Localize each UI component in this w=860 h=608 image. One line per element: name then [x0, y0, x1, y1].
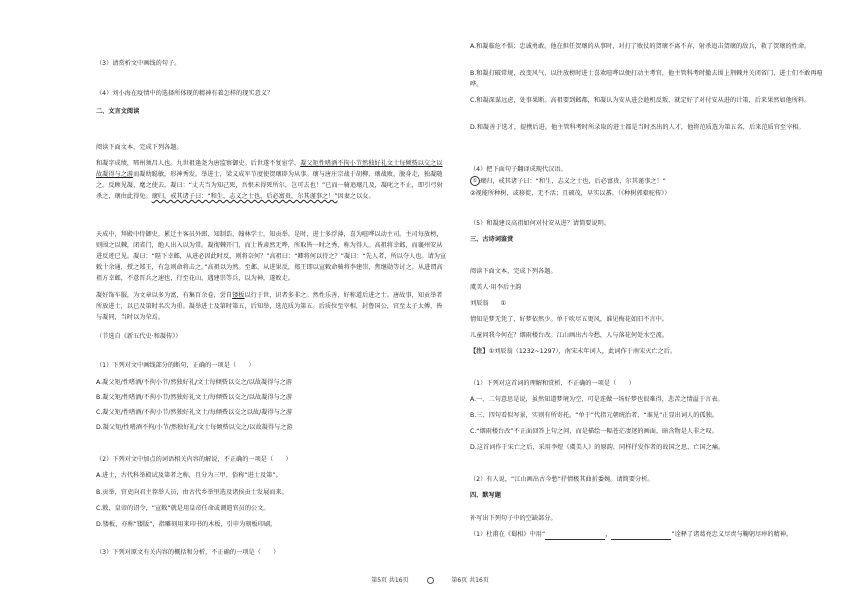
passage-text: 和凝字成绩，郓州须昌人也。九世祖逢尧为唐监察御史。后世遂不复宦学。	[96, 160, 301, 167]
page-number-left: 第5页 共16页	[371, 577, 409, 584]
translate-sentence-1	[470, 176, 830, 187]
option-3d[interactable]: D.和凝善于选才，提携后进。他主管科考时所录取的进士都是当时杰出的人才，他将范质选为第五名，后来范质官至宰相。	[470, 124, 805, 131]
passage-source: （节选自《新五代史·和凝传》）	[96, 333, 182, 340]
translate-sentence-2: ②视能所种树，或移徙，无不活；且硕茂，早实以蕃。（《种树郭橐驼传》）	[470, 190, 671, 197]
fill-text: ，	[605, 531, 612, 538]
section-heading-classical: 二、文言文阅读	[96, 108, 140, 115]
translation-sentence: 瓌归，戒其诸子曰：“和生，志义之士也，后必富贵，尔其谨事之！”	[151, 193, 338, 200]
note-text: ①刘辰翁（1232~1297），南宋末年词人，此词作于南宋灭亡之后。	[488, 348, 677, 355]
question-1: （1）下列对文中画线部分的断句，正确的一项是（ ）	[96, 362, 255, 369]
fill-text: ”诠释了诸葛亮忠义尽责与鞠躬尽瘁的精神。	[671, 531, 793, 538]
option-2b[interactable]: B.贡举，官吏向君主荐举人员，由古代乡举里选及诸侯贡士发展而来。	[96, 489, 288, 496]
passage-paragraph-3	[96, 290, 448, 323]
option-2a[interactable]: A.进士，古代科举殿试及第者之称，且分为三甲，俗称“进士及第”。	[96, 472, 282, 479]
left-page	[96, 0, 448, 608]
author-name: 刘辰翁	[470, 300, 489, 307]
poem-line-2: 儿童问我今何在？烟雨楼台改。江山画出古今愁，人与落花何处水空流。	[470, 332, 668, 339]
option-3b[interactable]: B.和凝打破常规，改变风气，以往放榜时进士喜欢喧哗以便打动主考官，他主管科考时撤去围上荆棘并关闭省门，进士们不敢再喧哗。	[470, 70, 823, 88]
poem-line-1: 情知是梦无凭了，好梦依然少。单于吹尽五更风，谁见梅花如旧不言中。	[470, 316, 668, 323]
fill-blank[interactable]	[611, 532, 671, 540]
option-1b[interactable]: B.凝父矩/性嗜酒/不拘小节/然独好礼文士/每倾赀以交之/以故凝得与之游	[96, 394, 293, 401]
page-divider-icon	[427, 577, 434, 584]
passage-paragraph-1	[96, 158, 448, 202]
question-2: （2）下列对文中加点的词语相关内容的解说，不正确的一项是（ ）	[96, 456, 292, 463]
option-2c[interactable]: C.敕，皇帝的诏令，“宣敕”就是用皇帝任命或调遣官员的公文。	[96, 505, 270, 512]
page-number-right: 第6页 共16页	[451, 577, 489, 584]
poem-option-d[interactable]: D.这首词作于宋亡之后，采用李煜《虞美人》的原韵，同样抒发作者的故国之思、亡国之痛。	[470, 444, 725, 451]
option-1d[interactable]: D.凝父矩/性嗜酒不拘/小节/然独好礼/文士每倾赀以交之/以故凝得与之游	[96, 424, 293, 431]
reading-intro: 阅读下面文本，完成下列各题。	[96, 144, 183, 151]
passage-text: 而凝幼聪敏，形神秀发。举进士，梁义成军节度使贺瓌辟为从事。瓌与唐庄宗战于胡柳，瓌战败，脱身走，独凝随之。反顾见凝，麾之使去。凝曰：“丈夫当为知己死，吾恨未得死所尔，岂可去也！”已而一骑追瓌几及，凝叱之不止，即引弓射杀之，瓌由此得免。	[96, 171, 443, 200]
question-4: （4）把下面句子翻译成现代汉语。	[470, 166, 567, 173]
note-label: 【注】	[470, 348, 489, 355]
poem-option-b[interactable]: B.三、四句看似写景，实则有所寄托。“单于”代指元朝统治者，“谁见”正显出词人的孤独。	[470, 412, 718, 419]
option-1a[interactable]: A.凝父矩/性嗜酒/不拘小节/然独好礼/文士每倾赀以交之/以故凝得与之游	[96, 379, 292, 386]
question-3: （3）下列对原文有关内容的概括和分析，不正确的一项是（ ）	[96, 549, 280, 556]
poem-title: 虞美人·用李后主韵	[470, 284, 522, 291]
option-3c[interactable]: C.和凝深谋远虑，处事果断。高祖要到邺都，和凝认为安从进会趁机反叛，就定好了对付安从进的计策，后来果然如他所料。	[470, 97, 811, 104]
section-heading-dictation: 四、默写题	[470, 492, 501, 499]
fill-text: （1）杜甫在《蜀相》中用“	[470, 531, 546, 538]
poem-note	[470, 346, 830, 357]
section-heading-poetry: 三、古诗词鉴赏	[470, 236, 514, 243]
q4-subquestion: （4）刘小海在疫情中的选择所体现的精神有着怎样的现实意义？	[96, 90, 274, 97]
fill-question-1	[470, 529, 830, 540]
poem-option-a[interactable]: A.一、二句意思是说，虽然知道梦境为空，可是连做一场好梦也很难得，悲苦之情溢于言表。	[470, 396, 724, 403]
underlined-passage: 凝父矩性嗜酒不拘小节然独好礼文士每倾赀以交之以故凝得与之游	[96, 160, 443, 178]
q3-subquestion: （3）请赏析文中画线的句子。	[96, 60, 181, 67]
question-5: （5）和凝建议高祖如何对付安从进？请简要说明。	[470, 220, 611, 227]
right-page	[470, 0, 830, 608]
poem-intro: 阅读下面文本，完成下列各题。	[470, 268, 557, 275]
poem-author	[470, 298, 830, 309]
passage-text: 以行于世，识者多非之。然性乐善，好称道后进之士。唐故事，知贡举者所放进士，以已及第时名次为重。凝举进士及第时第五，后知举，选范质为第五。后质位至宰相，封鲁国公，官至太子太傅，皆与凝同，当时以为荣焉。	[96, 292, 443, 321]
passage-paragraph-2: 天成中，拜殿中侍御史，累迁主客员外郎、知制诰、翰林学士，知贡举。是时，进士多浮薄，喜为喧哗以动主司。主司每放榜，则围之以棘，闭省门，绝人出入以为常。凝彻棘开门，而士皆肃然无哗，所取皆一时之秀，称为得人。高祖将幸邺，而襄州安从进反迹已见。凝曰：“陛下幸邺，从进必因此时反，则将奈何？”高祖曰：“卿将何以待之？”凝曰：“先人者，所以夺人也。请为宣敕十余通，授之郑王，有急则命将击之。”高祖以为然。至邺，从进果反，郑王即以宣敕命骑将李建崇、焦继勋等讨之。从进谓高祖方幸邺，不意晋兵之速也，行至花山，遇建崇等兵，以为神，遂败走。	[96, 231, 447, 282]
dotted-term: 镂板	[232, 292, 245, 299]
passage-text: 因妻之以女。	[337, 193, 375, 200]
option-2d[interactable]: D.镂板，亦称“镂版”，指雕刻用来印书的木板，引申为刻板印刷。	[96, 521, 277, 528]
passage-text: 凝好饰车服，为文章以多为富，有集百余卷，尝自	[96, 292, 233, 299]
poem-question-1: （1）下列对这首词的理解和赏析，不正确的一项是（ ）	[470, 380, 635, 387]
circled-number: ①	[470, 176, 480, 186]
fill-blank[interactable]	[545, 532, 605, 540]
option-1c[interactable]: C.凝父矩/性嗜酒/不拘小节/然独好礼文士/每倾赀以交之以故/凝得与之游	[96, 409, 293, 416]
poem-option-c[interactable]: C.“烟雨楼台改”不正面回答上句之问，而是描绘一幅苍茫凄迷的画面，暗含物是人非之叹。	[470, 428, 718, 435]
fill-intro: 补写出下列句子中的空缺部分。	[470, 515, 557, 522]
sentence-text: 瓌归，戒其诸子曰：“和生，志义之士也，后必富贵，尔其谨事之！”	[480, 178, 666, 185]
note-mark: ①	[500, 300, 507, 307]
poem-question-2: （2）有人说，“江山画出古今愁”抒情极其曲折委婉。请简要分析。	[470, 476, 654, 483]
option-3a[interactable]: A.和凝临危不惧；忠诚勇敢。他在担任贺瓌的从事时，对打了败仗的贺瓌不离不弃，射杀追击贺瓌的敌兵，救了贺瓌的性命。	[470, 43, 811, 50]
page-footer	[0, 575, 860, 584]
